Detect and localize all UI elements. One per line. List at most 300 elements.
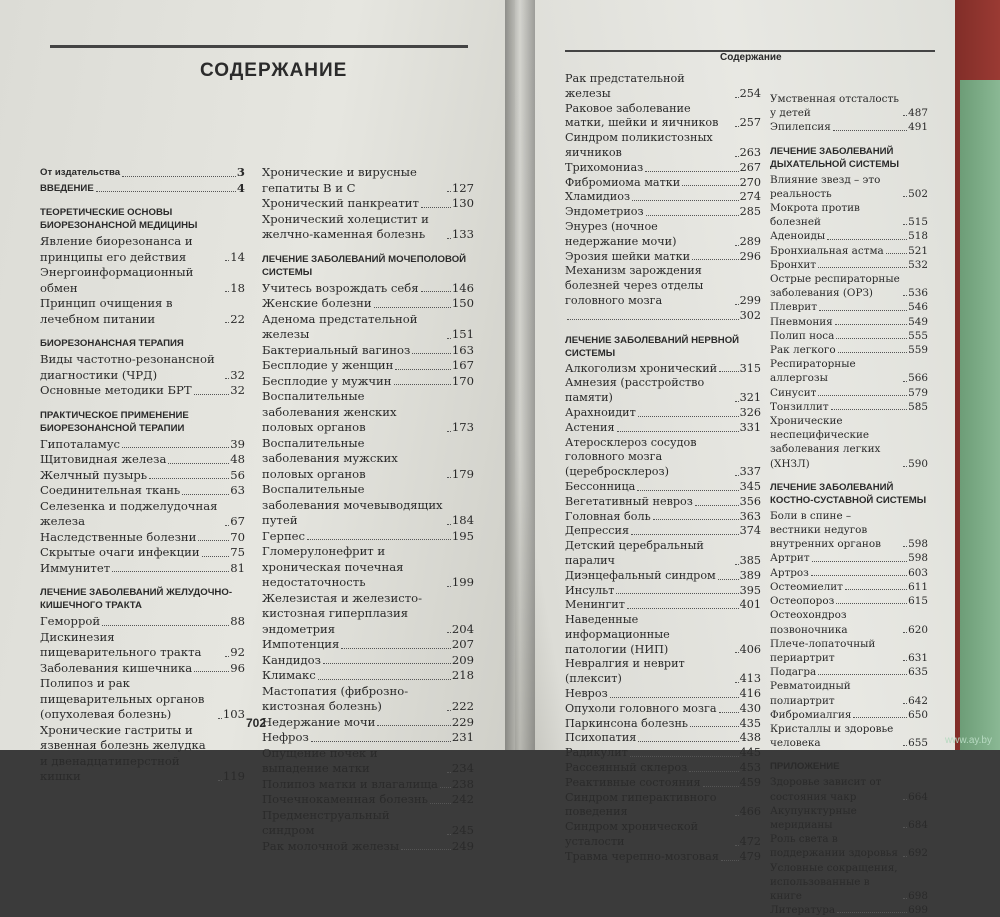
dot-leader — [818, 395, 907, 396]
dot-leader — [903, 703, 907, 704]
toc-entry — [565, 309, 761, 324]
dot-leader — [447, 524, 451, 525]
dot-leader — [168, 463, 229, 464]
toc-entry — [770, 272, 928, 300]
toc-entry — [40, 165, 245, 181]
toc-entry-page: 502 — [908, 187, 928, 200]
toc-entry — [262, 653, 474, 669]
dot-leader — [638, 741, 738, 742]
toc-entry-page: 204 — [451, 621, 474, 636]
toc-entry-title: Умственная отсталость у детей — [770, 93, 899, 120]
toc-entry — [40, 234, 245, 265]
toc-entry — [565, 613, 761, 657]
toc-entry — [40, 676, 245, 723]
toc-entry-page: 296 — [739, 249, 761, 263]
dot-leader — [735, 475, 739, 476]
toc-entry-page: 536 — [908, 287, 928, 300]
dot-leader — [837, 912, 907, 913]
dot-leader — [194, 394, 230, 395]
toc-entry — [565, 776, 761, 791]
toc-entry — [770, 637, 928, 665]
dot-leader — [735, 564, 739, 565]
section-heading: ЛЕЧЕНИЕ ЗАБОЛЕВАНИЙ МОЧЕПОЛОВОЙ СИСТЕМЫ — [262, 253, 467, 278]
toc-entry-title: Боли в спине – вестники недугов внутренних органов — [770, 509, 881, 551]
toc-entry-title: Опухоли головного мозга — [565, 701, 717, 715]
toc-entry-page: 692 — [908, 847, 928, 860]
dot-leader — [198, 540, 229, 541]
toc-entry-title: Энурез (ночное недержание мочи) — [565, 219, 677, 248]
dot-leader — [225, 378, 229, 379]
toc-entry — [262, 839, 474, 855]
toc-entry-title: Влияние звезд – это реальность — [770, 173, 881, 200]
toc-entry — [565, 131, 761, 161]
toc-entry-page: 4 — [236, 180, 245, 195]
toc-entry — [770, 832, 928, 860]
dot-leader — [682, 185, 738, 186]
toc-entry-page: 75 — [230, 545, 245, 559]
dot-leader — [225, 291, 229, 292]
dot-leader — [653, 519, 739, 520]
toc-entry-title: Эндометриоз — [565, 205, 644, 219]
toc-entry-title: Рак предстательной железы — [565, 72, 685, 100]
toc-entry-page: 238 — [451, 776, 474, 791]
toc-entry-title: Эрозия шейки матки — [565, 249, 691, 263]
toc-entry-title: Хронический панкреатит — [262, 196, 419, 210]
toc-entry-page: 14 — [230, 249, 245, 264]
toc-entry — [565, 524, 761, 539]
dot-leader — [218, 718, 222, 719]
toc-entry — [565, 820, 761, 850]
dot-leader — [689, 771, 738, 772]
toc-entry-title: Женские болезни — [262, 296, 372, 310]
toc-entry — [565, 376, 761, 406]
toc-entry — [262, 544, 474, 591]
dot-leader — [637, 490, 738, 491]
toc-entry-page: 611 — [908, 580, 928, 593]
dot-leader — [690, 726, 739, 727]
toc-entry-title: Соединительная ткань — [40, 483, 181, 497]
toc-entry — [40, 483, 245, 499]
dot-leader — [818, 674, 907, 675]
toc-entry — [770, 594, 928, 608]
toc-entry-title: Механизм зарождения болезней через отделы головного мозга — [565, 264, 704, 307]
dot-leader — [735, 304, 739, 305]
dot-leader — [692, 259, 739, 260]
toc-entry-title: Бесплодие у мужчин — [262, 373, 392, 388]
toc-entry-title: Роль света в поддержании здоровья — [770, 833, 898, 860]
toc-entry — [770, 804, 928, 832]
toc-entry-page: 374 — [739, 524, 761, 538]
toc-entry-page: 532 — [908, 258, 928, 271]
toc-entry-title: Скрытые очаги инфекции — [40, 545, 200, 559]
dot-leader — [447, 710, 451, 711]
toc-entry — [565, 102, 761, 132]
toc-entry-title: Гипоталамус — [40, 436, 121, 451]
dot-leader — [112, 571, 229, 572]
dot-leader — [194, 671, 229, 672]
toc-entry-title: От издательства — [40, 167, 121, 178]
toc-entry-title: Вегетативный невроз — [565, 494, 693, 508]
toc-entry — [770, 229, 928, 243]
dot-leader — [225, 656, 229, 657]
dot-leader — [903, 466, 907, 467]
toc-entry-page: 127 — [451, 180, 474, 195]
dot-leader — [735, 845, 739, 846]
toc-entry-title: Синдром поликистозных яичников — [565, 131, 713, 159]
dot-leader — [833, 130, 907, 131]
dot-leader — [225, 525, 229, 526]
toc-entry — [565, 161, 761, 176]
toc-entry-page: 559 — [908, 344, 928, 357]
dot-leader — [811, 575, 907, 576]
toc-entry-title: Подагра — [770, 666, 817, 679]
toc-entry — [262, 358, 474, 374]
toc-entry-title: Щитовидная железа — [40, 452, 167, 466]
toc-entry-page: 546 — [908, 301, 928, 314]
toc-entry-title: Опущение почек и выпадение матки — [262, 745, 378, 775]
toc-entry-page: 167 — [451, 358, 474, 372]
toc-entry-page: 331 — [739, 420, 761, 434]
toc-entry-page: 363 — [739, 509, 761, 523]
toc-entry — [40, 561, 245, 577]
toc-entry-title: ВВЕДЕНИЕ — [40, 182, 94, 194]
toc-entry-title: Учитесь возрождать себя — [262, 280, 419, 295]
dot-leader — [735, 815, 739, 816]
dot-leader — [735, 245, 739, 246]
toc-entry — [770, 300, 928, 314]
dot-leader — [630, 756, 739, 757]
dot-leader — [735, 401, 739, 402]
toc-entry — [262, 374, 474, 390]
toc-entry — [770, 722, 928, 750]
toc-entry-title: Эпилепсия — [770, 121, 831, 134]
toc-entry-page: 406 — [739, 642, 761, 656]
toc-entry — [770, 861, 928, 904]
toc-entry-page: 650 — [908, 708, 928, 721]
toc-entry-title: Здоровье зависит от состояния чакр — [770, 776, 882, 803]
top-rule — [50, 45, 468, 48]
toc-entry-title: Диэнцефальный синдром — [565, 568, 716, 582]
toc-entry — [262, 637, 474, 653]
toc-entry-page: 435 — [739, 716, 761, 730]
toc-entry-page: 487 — [908, 107, 928, 120]
toc-entry-title: Полипоз матки и влагалища — [262, 776, 438, 791]
dot-leader — [202, 556, 230, 557]
toc-entry-title: Арахноидит — [565, 405, 636, 419]
dot-leader — [903, 660, 907, 661]
dot-leader — [886, 253, 907, 254]
dot-leader — [341, 648, 451, 649]
toc-entry-page: 32 — [230, 383, 245, 397]
toc-entry-page: 130 — [451, 196, 474, 210]
toc-entry-page: 63 — [230, 483, 245, 497]
dot-leader — [447, 431, 451, 432]
toc-entry-title: Бронхиальная астма — [770, 244, 884, 257]
toc-entry-title: Хронический холецистит и желчно-каменная болезнь — [262, 211, 429, 241]
toc-entry-page: 249 — [451, 838, 474, 853]
toc-entry-title: Травма черепно-мозговая — [565, 849, 719, 863]
toc-entry — [565, 746, 761, 761]
toc-entry — [262, 777, 474, 793]
toc-entry-title: Литература — [770, 904, 836, 917]
toc-entry-page: 413 — [739, 672, 761, 686]
toc-entry-page: 416 — [739, 687, 761, 701]
toc-entry-page: 684 — [908, 818, 928, 831]
dot-leader — [307, 539, 451, 540]
toc-entry — [770, 775, 928, 803]
toc-entry-page: 664 — [908, 790, 928, 803]
toc-entry — [770, 201, 928, 229]
dot-leader — [447, 477, 451, 478]
toc-entry-page: 289 — [739, 234, 761, 248]
toc-entry-title: Энергоинформационный обмен — [40, 265, 194, 295]
toc-entry — [40, 265, 245, 296]
toc-entry-page: 642 — [908, 694, 928, 707]
toc-entry-title: Невроз — [565, 687, 608, 701]
toc-entry — [770, 903, 928, 917]
toc-entry-title: Плече-лопаточный периартрит — [770, 637, 876, 664]
toc-entry-title: Психопатия — [565, 731, 637, 745]
toc-entry-page: 179 — [451, 466, 474, 481]
toc-entry-page: 270 — [739, 175, 761, 189]
section-heading: ПРАКТИЧЕСКОЕ ПРИМЕНЕНИЕ БИОРЕЗОНАНСНОЙ ТЕРАПИИ — [40, 409, 189, 434]
toc-entry — [770, 580, 928, 594]
toc-column-2 — [262, 165, 474, 854]
dot-leader — [401, 849, 451, 850]
toc-entry-page: 615 — [908, 595, 928, 608]
dot-leader — [616, 593, 738, 594]
dot-leader — [447, 338, 451, 339]
toc-entry — [40, 296, 245, 327]
toc-entry-page: 555 — [908, 329, 928, 342]
dot-leader — [421, 207, 451, 208]
toc-column-3 — [565, 72, 761, 865]
toc-entry-title: Гломерулонефрит и хроническая почечная недостаточность — [262, 544, 404, 589]
toc-entry-title: Атеросклероз сосудов головного мозга (церебросклероз) — [565, 435, 697, 479]
dot-leader — [225, 322, 229, 323]
toc-entry-page: 521 — [908, 244, 928, 257]
toc-entry-page: 81 — [230, 560, 245, 575]
toc-entry-title: Синусит — [770, 386, 817, 399]
left-page — [0, 0, 515, 853]
toc-entry-page: 218 — [451, 668, 474, 682]
toc-entry — [565, 176, 761, 191]
section-heading: ПРИЛОЖЕНИЕ — [770, 761, 840, 773]
dot-leader — [827, 239, 907, 240]
toc-entry-title: Респираторные аллергозы — [770, 358, 856, 385]
toc-entry — [565, 480, 761, 495]
toc-entry-title: Предменструальный синдром — [262, 807, 390, 837]
toc-entry — [770, 357, 928, 385]
toc-entry-title: Плеврит — [770, 301, 817, 314]
dot-leader — [903, 632, 907, 633]
dot-leader — [721, 860, 739, 861]
toc-entry-title: Фибромиома матки — [565, 175, 681, 189]
toc-entry-page: 184 — [451, 513, 474, 527]
toc-entry — [262, 212, 474, 243]
toc-entry-title: Трихомониаз — [565, 160, 644, 174]
dot-leader — [631, 534, 739, 535]
toc-entry-page: 389 — [739, 568, 761, 582]
toc-entry — [262, 296, 474, 312]
dot-leader — [903, 224, 907, 225]
toc-entry-title: Хронические и вирусные гепатиты В и С — [262, 165, 417, 195]
toc-entry — [40, 468, 245, 484]
toc-entry-page: 635 — [908, 666, 928, 679]
toc-entry-title: Кандидоз — [262, 652, 321, 667]
toc-entry-page: 438 — [739, 731, 761, 745]
toc-entry — [565, 657, 761, 687]
dot-leader — [831, 409, 908, 410]
toc-entry-page: 401 — [739, 598, 761, 612]
dot-leader — [395, 369, 451, 370]
toc-entry-title: Виды частотно-резонансной диагностики (ЧРД) — [40, 352, 215, 382]
toc-entry-title: Герпес — [262, 528, 306, 543]
toc-entry-page: 146 — [451, 280, 474, 295]
toc-entry-page: 173 — [451, 420, 474, 434]
toc-entry-page: 195 — [451, 528, 474, 543]
dot-leader — [323, 663, 451, 664]
toc-entry-title: Импотенция — [262, 637, 340, 651]
dot-leader — [440, 787, 451, 788]
toc-entry-page: 32 — [230, 367, 245, 382]
toc-entry-title: Инсульт — [565, 583, 615, 597]
toc-entry-title: Остеохондроз позвоночника — [770, 609, 848, 636]
toc-entry — [770, 315, 928, 329]
dot-leader — [718, 579, 739, 580]
toc-entry-page: 92 — [230, 645, 245, 659]
toc-entry — [262, 196, 474, 212]
toc-entry-title: Астения — [565, 420, 615, 434]
toc-entry-page: 242 — [451, 792, 474, 806]
toc-entry-page: 3 — [236, 165, 245, 179]
toc-entry — [565, 761, 761, 776]
dot-leader — [218, 780, 222, 781]
toc-entry — [40, 452, 245, 468]
toc-entry — [565, 421, 761, 436]
toc-entry-title: Амнезия (расстройство памяти) — [565, 376, 705, 405]
toc-entry-page: 133 — [451, 227, 474, 241]
toc-entry-page: 119 — [222, 769, 245, 783]
toc-entry-title: Хламидиоз — [565, 190, 631, 204]
toc-entry-page: 631 — [908, 651, 928, 664]
toc-entry — [262, 808, 474, 839]
dot-leader — [735, 97, 739, 98]
toc-entry-title: Аденома предстательной железы — [262, 311, 418, 341]
dot-leader — [447, 191, 451, 192]
toc-entry-page: 345 — [739, 479, 761, 493]
toc-entry-title: Реактивные состояния — [565, 775, 701, 789]
toc-entry-title: Алкоголизм хронический — [565, 361, 718, 375]
dot-leader — [853, 717, 907, 718]
toc-entry-page: 88 — [230, 614, 245, 628]
dot-leader — [735, 126, 739, 127]
dot-leader — [102, 625, 229, 626]
toc-entry-page: 234 — [451, 761, 474, 775]
toc-entry-page: 459 — [739, 775, 761, 789]
toc-entry — [40, 545, 245, 561]
toc-entry — [565, 717, 761, 732]
toc-entry — [565, 702, 761, 717]
toc-entry-page: 579 — [908, 386, 928, 399]
toc-entry-title: Головная боль — [565, 509, 651, 523]
toc-entry-title: Ревматоидный полиартрит — [770, 680, 851, 707]
dot-leader — [96, 191, 236, 192]
dot-leader — [903, 196, 907, 197]
toc-entry — [565, 436, 761, 480]
dot-leader — [318, 679, 451, 680]
toc-entry — [262, 389, 474, 436]
toc-entry — [262, 730, 474, 746]
dot-leader — [447, 238, 451, 239]
toc-column-1 — [40, 165, 245, 785]
toc-entry-title: Почечнокаменная болезнь — [262, 792, 428, 806]
dot-leader — [632, 200, 739, 201]
toc-column-4 — [770, 92, 928, 917]
toc-entry — [565, 791, 761, 821]
toc-entry-title: Радикулит — [565, 746, 628, 760]
toc-entry-page: 515 — [908, 216, 928, 229]
toc-entry-title: Бактериальный вагиноз — [262, 342, 411, 357]
toc-entry-title: Аденоиды — [770, 230, 826, 243]
toc-entry — [262, 165, 474, 196]
toc-entry-page: 472 — [739, 835, 761, 849]
toc-entry — [770, 414, 928, 471]
watermark: www.ay.by — [944, 735, 992, 746]
dot-leader — [719, 712, 739, 713]
dot-leader — [903, 827, 907, 828]
dot-leader — [819, 310, 907, 311]
toc-entry — [40, 352, 245, 383]
toc-entry-title: Наведенные информационные патологии (НИП) — [565, 613, 670, 656]
toc-entry-page: 245 — [451, 823, 474, 837]
toc-entry-page: 699 — [908, 904, 928, 917]
dot-leader — [735, 652, 739, 653]
dot-leader — [903, 115, 907, 116]
toc-entry — [262, 591, 474, 638]
dot-leader — [182, 494, 229, 495]
toc-entry — [40, 614, 245, 630]
toc-entry-title: Острые респираторные заболевания (ОРЗ) — [770, 273, 900, 300]
dot-leader — [645, 171, 738, 172]
dot-leader — [719, 371, 739, 372]
toc-entry-title: Раковое заболевание матки, шейки и яичников — [565, 101, 719, 130]
dot-leader — [122, 176, 236, 177]
toc-entry-page: 199 — [451, 575, 474, 589]
toc-entry-title: Мастопатия (фиброзно-кистозная болезнь) — [262, 683, 409, 713]
toc-entry-page: 67 — [230, 514, 245, 528]
toc-entry-page: 356 — [739, 494, 761, 508]
toc-entry-title: Воспалительные заболевания мочевыводящих путей — [262, 482, 443, 527]
toc-entry — [565, 569, 761, 584]
dot-leader — [903, 745, 907, 746]
toc-entry-title: Бессонница — [565, 479, 636, 493]
toc-entry-page: 229 — [451, 714, 474, 729]
toc-entry-title: Мокрота против болезней — [770, 202, 860, 229]
toc-entry-page: 56 — [230, 467, 245, 482]
page-number: 702 — [246, 716, 267, 730]
toc-entry — [565, 205, 761, 220]
toc-entry-page: 395 — [739, 583, 761, 597]
dot-leader — [225, 260, 229, 261]
toc-entry — [770, 343, 928, 357]
toc-entry — [565, 510, 761, 525]
toc-entry — [40, 181, 245, 197]
toc-entry — [565, 190, 761, 205]
dot-leader — [845, 589, 907, 590]
dot-leader — [567, 319, 739, 320]
toc-entry-title: Кристаллы и здоровье человека — [770, 722, 894, 750]
